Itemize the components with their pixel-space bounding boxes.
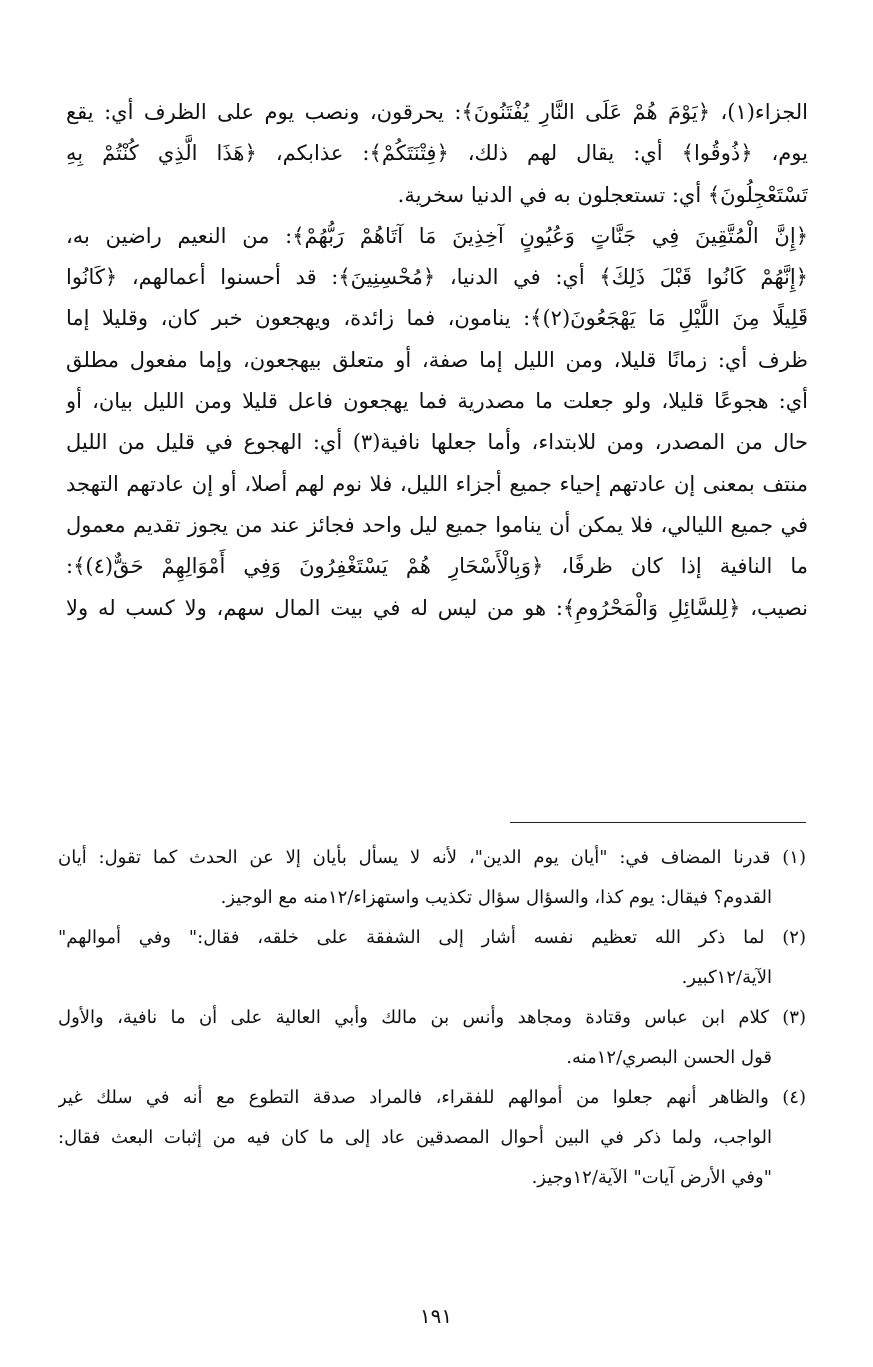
text-line: ﴿إِنَّهُمْ كَانُوا قَبْلَ ذَلِكَ﴾ أي: في الدنيا، ﴿مُحْسِنِينَ﴾: قد أحسنوا أعمالهم، ﴿كَانُوا [66, 265, 808, 290]
text-line: الجزاء(١)، ﴿يَوْمَ هُمْ عَلَى النَّارِ يُفْتَنُونَ﴾: يحرقون، ونصب يوم على الظرف أي: يقع [66, 100, 808, 124]
footnote-2 [58, 918, 806, 998]
footnote-line: قول الحسن البصري/١٢منه. [566, 1047, 772, 1068]
text-line: في جميع الليالي، فلا يمكن أن يناموا جميع ليل واحد فجائز عند من يجوز تقديم معمول [66, 512, 808, 537]
text-line: قَلِيلًا مِنَ اللَّيْلِ مَا يَهْجَعُونَ(٢)﴾: ينامون، فما زائدة، ويهجعون خبر كان، وقليلا إما [66, 306, 808, 331]
text-line: ما النافية إذا كان ظرفًا، ﴿وَبِالْأَسْحَارِ هُمْ يَسْتَغْفِرُونَ وَفِي أَمْوَالِهِمْ حَقٌّ(٤)﴾: [66, 554, 808, 579]
footnote-separator [510, 822, 806, 823]
footnote-3 [58, 998, 806, 1078]
footnote-line: (٤) والظاهر أنهم جعلوا من أموالهم للفقراء، فالمراد صدقة التطوع مع أنه في سلك غير [58, 1087, 806, 1108]
text-line: نصيب، ﴿لِلسَّائِلِ وَالْمَحْرُومِ﴾: هو من ليس له في بيت المال سهم، ولا كسب له ولا [66, 595, 808, 620]
footnote-line: القدوم؟ فيقال: يوم كذا، والسؤال سؤال تكذيب واستهزاء/١٢منه مع الوجيز. [220, 887, 772, 908]
text-line: تَسْتَعْجِلُونَ﴾ أي: تستعجلون به في الدنيا سخرية. [397, 182, 808, 207]
text-line: ظرف أي: زمانًا قليلا، ومن الليل إما صفة، أو متعلق بيهجعون، وإما مفعول مطلق [66, 347, 808, 372]
footnote-line: الآية/١٢كبير. [681, 967, 772, 988]
footnote-4 [58, 1078, 806, 1198]
footnote-1 [58, 838, 806, 918]
page-number: ١٩١ [419, 1304, 453, 1328]
text-line: حال من المصدر، ومن للابتداء، وأما جعلها نافية(٣) أي: الهجوع في قليل من الليل [66, 430, 808, 455]
footnote-line: "وفي الأرض آيات" الآية/١٢وجيز. [531, 1167, 772, 1188]
footnotes [58, 838, 806, 1198]
footnote-line: (٣) كلام ابن عباس وقتادة ومجاهد وأنس بن مالك وأبي العالية على أن ما نافية، والأول [58, 1007, 806, 1028]
text-line: ﴿إِنَّ الْمُتَّقِينَ فِي جَنَّاتٍ وَعُيُونٍ آخِذِينَ مَا آتَاهُمْ رَبُّهُمْ﴾: من النعيم راضين به، [66, 223, 808, 248]
text-line: يوم، ﴿ذُوقُوا﴾ أي: يقال لهم ذلك، ﴿فِتْنَتَكُمْ﴾: عذابكم، ﴿هَذَا الَّذِي كُنْتُمْ بِهِ [66, 141, 808, 166]
text-line: منتف بمعنى إن عادتهم إحياء جميع أجزاء الليل، فلا نوم لهم أصلا، أو إن عادتهم التهجد [66, 471, 808, 496]
footnote-line: (١) قدرنا المضاف في: "أيان يوم الدين"، لأنه لا يسأل بأيان إلا عن الحدث كما تقول: أيان [58, 847, 806, 868]
main-text [66, 92, 808, 629]
text-line: أي: هجوعًا قليلا، ولو جعلت ما مصدرية فما يهجعون فاعل قليلا ومن الليل بيان، أو [66, 389, 808, 414]
footnote-line: الواجب، ولما ذكر في البين أحوال المصدقين عاد إلى ما كان فيه من إثبات البعث فقال: [58, 1127, 772, 1148]
footnote-line: (٢) لما ذكر الله تعظيم نفسه أشار إلى الشفقة على خلقه، فقال:" وفي أموالهم" [58, 927, 806, 948]
